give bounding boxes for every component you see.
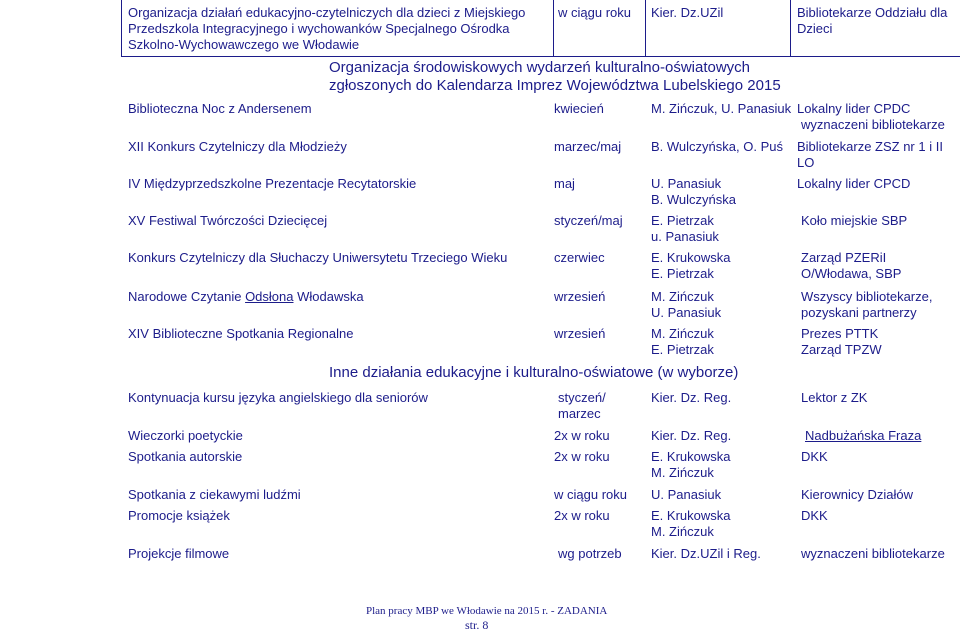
event-name-underlined: Odsłona <box>245 289 294 304</box>
event-partners: LO <box>797 155 815 170</box>
activity-name: Spotkania z ciekawymi ludźmi <box>128 487 301 502</box>
event-responsible: B. Wulczyńska, O. Puś <box>651 139 783 154</box>
table-line <box>790 0 791 56</box>
event-partners: Bibliotekarze ZSZ nr 1 i II <box>797 139 943 154</box>
event-term: czerwiec <box>554 250 605 265</box>
activity-name: Spotkania autorskie <box>128 449 243 464</box>
activity-partners: Nadbużańska Fraza <box>805 428 922 443</box>
activity-term: wg potrzeb <box>558 546 622 561</box>
section-heading-line2: zgłoszonych do Kalendarza Imprez Województwa Lubelskiego 2015 <box>329 77 781 94</box>
page-number: str. 8 <box>465 618 489 632</box>
activity-name: Wieczorki poetyckie <box>128 428 243 443</box>
event-name-part: Włodawska <box>293 289 364 304</box>
event-responsible: M. Zińczuk, U. Panasiuk <box>651 101 792 116</box>
event-partners: pozyskani partnerzy <box>801 305 917 320</box>
event-responsible: B. Wulczyńska <box>651 192 737 207</box>
activity-responsible: M. Zińczuk <box>651 465 714 480</box>
event-term: kwiecień <box>554 101 604 116</box>
section-heading-line1: Organizacja środowiskowych wydarzeń kulturalno-oświatowych <box>329 59 751 76</box>
top-row-partners-line2: Dzieci <box>797 21 833 36</box>
event-partners: O/Włodawa, SBP <box>801 266 902 281</box>
table-line <box>645 0 646 56</box>
event-name: XIV Biblioteczne Spotkania Regionalne <box>128 326 354 341</box>
event-term: wrzesień <box>554 326 606 341</box>
table-line <box>121 56 960 57</box>
top-row-partners-line1: Bibliotekarze Oddziału dla <box>797 5 948 20</box>
event-term: marzec/maj <box>554 139 622 154</box>
event-partners: Lokalny lider CPDC <box>797 101 911 116</box>
event-term: wrzesień <box>554 289 606 304</box>
activity-responsible: Kier. Dz.UZil i Reg. <box>651 546 761 561</box>
activity-name: Promocje książek <box>128 508 230 523</box>
event-responsible: E. Pietrzak <box>651 342 714 357</box>
top-row-activity-line3: Szkolno-Wychowawczego we Włodawie <box>128 37 360 52</box>
top-row-activity-line2: Przedszkola Integracyjnego i wychowanków Specjalnego Ośrodka <box>128 21 510 36</box>
event-partners: Koło miejskie SBP <box>801 213 908 228</box>
event-partners: Lokalny lider CPCD <box>797 176 911 191</box>
activity-term: 2x w roku <box>554 508 610 523</box>
footer-plan-title: Plan pracy MBP we Włodawie na 2015 r. - ZADANIA <box>366 605 608 617</box>
event-responsible: E. Pietrzak <box>651 266 714 281</box>
table-line <box>553 0 554 56</box>
event-name <box>128 289 364 305</box>
event-term: maj <box>554 176 575 191</box>
activity-responsible: M. Zińczuk <box>651 524 714 539</box>
activity-term: 2x w roku <box>554 449 610 464</box>
activity-responsible: Kier. Dz. Reg. <box>651 428 732 443</box>
activity-responsible: U. Panasiuk <box>651 487 722 502</box>
event-name: Konkurs Czytelniczy dla Słuchaczy Uniwersytetu Trzeciego Wieku <box>128 250 508 265</box>
event-partners: Wszyscy bibliotekarze, <box>801 289 933 304</box>
event-partners: Prezes PTTK <box>801 326 879 341</box>
activity-term: w ciągu roku <box>554 487 627 502</box>
event-partners: Zarząd TPZW <box>801 342 882 357</box>
event-name-part: Narodowe Czytanie <box>128 289 246 304</box>
activity-partners: DKK <box>801 449 828 464</box>
event-responsible: E. Krukowska <box>651 250 731 265</box>
event-responsible: M. Zińczuk <box>651 289 714 304</box>
event-responsible: U. Panasiuk <box>651 176 722 191</box>
event-name: XII Konkurs Czytelniczy dla Młodzieży <box>128 139 347 154</box>
top-row-term: w ciągu roku <box>558 5 631 20</box>
event-name: IV Międzyprzedszkolne Prezentacje Recytatorskie <box>128 176 417 191</box>
table-line <box>121 0 122 56</box>
top-row-activity-line1: Organizacja działań edukacyjno-czytelniczych dla dzieci z Miejskiego <box>128 5 526 20</box>
activity-partners: wyznaczeni bibliotekarze <box>801 546 945 561</box>
activity-responsible: E. Krukowska <box>651 449 731 464</box>
activity-partners: Lektor z ZK <box>801 390 868 405</box>
event-name: XV Festiwal Twórczości Dziecięcej <box>128 213 328 228</box>
event-term: styczeń/maj <box>554 213 623 228</box>
activity-partners: DKK <box>801 508 828 523</box>
event-partners: wyznaczeni bibliotekarze <box>801 117 945 132</box>
activity-term: marzec <box>558 406 601 421</box>
event-partners: Zarząd PZERiI <box>801 250 887 265</box>
top-row-responsible: Kier. Dz.UZil <box>651 5 724 20</box>
section-heading-other: Inne działania edukacyjne i kulturalno-oświatowe (w wyborze) <box>329 364 739 381</box>
event-responsible: U. Panasiuk <box>651 305 722 320</box>
activity-name: Kontynuacja kursu języka angielskiego dla seniorów <box>128 390 428 405</box>
event-responsible: u. Panasiuk <box>651 229 719 244</box>
event-responsible: E. Pietrzak <box>651 213 714 228</box>
activity-partners: Kierownicy Działów <box>801 487 913 502</box>
event-responsible: M. Zińczuk <box>651 326 714 341</box>
activity-responsible: E. Krukowska <box>651 508 731 523</box>
activity-term: 2x w roku <box>554 428 610 443</box>
event-name: Biblioteczna Noc z Andersenem <box>128 101 312 116</box>
activity-responsible: Kier. Dz. Reg. <box>651 390 732 405</box>
activity-term: styczeń/ <box>558 390 606 405</box>
activity-name: Projekcje filmowe <box>128 546 230 561</box>
